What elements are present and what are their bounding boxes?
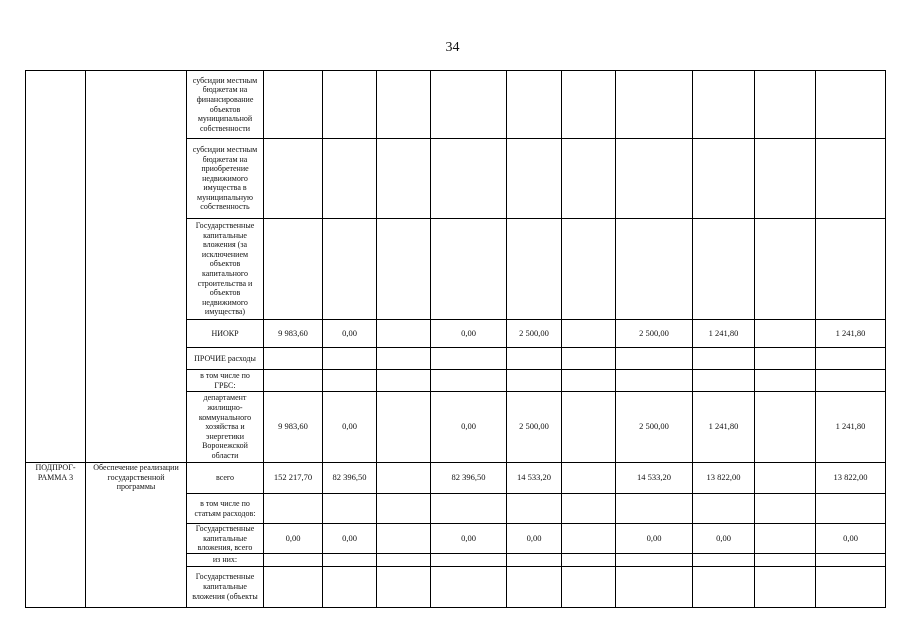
value-cell (693, 553, 755, 566)
table-row (26, 463, 886, 494)
value-cell: 1 241,80 (693, 392, 755, 463)
value-cell (377, 524, 431, 554)
value-cell: 1 241,80 (693, 320, 755, 348)
value-cell (562, 463, 616, 494)
value-cell (264, 71, 323, 139)
value-cell: 0,00 (431, 524, 507, 554)
row-label: ПРОЧИЕ расходы (187, 348, 264, 370)
row-label: всего (187, 463, 264, 494)
value-cell (616, 553, 693, 566)
value-cell: 0,00 (816, 524, 886, 554)
value-cell (377, 139, 431, 219)
value-cell (616, 219, 693, 320)
value-cell (264, 348, 323, 370)
value-cell (755, 320, 816, 348)
value-cell (562, 524, 616, 554)
value-cell (562, 553, 616, 566)
value-cell (616, 370, 693, 392)
value-cell (377, 463, 431, 494)
value-cell (755, 553, 816, 566)
value-cell (755, 463, 816, 494)
value-cell (431, 494, 507, 524)
value-cell (616, 139, 693, 219)
value-cell: 1 241,80 (816, 320, 886, 348)
value-cell (507, 348, 562, 370)
value-cell: 0,00 (323, 392, 377, 463)
value-cell: 9 983,60 (264, 320, 323, 348)
value-cell (507, 494, 562, 524)
value-cell (816, 370, 886, 392)
value-cell (816, 566, 886, 607)
value-cell (562, 370, 616, 392)
value-cell (562, 219, 616, 320)
value-cell (816, 553, 886, 566)
value-cell (755, 566, 816, 607)
table-row (26, 71, 886, 139)
value-cell (562, 348, 616, 370)
value-cell (755, 392, 816, 463)
row-label: Государственные капитальные вложения (объекты (187, 566, 264, 607)
value-cell (431, 139, 507, 219)
value-cell (507, 139, 562, 219)
value-cell (755, 370, 816, 392)
value-cell (693, 566, 755, 607)
value-cell: 14 533,20 (616, 463, 693, 494)
value-cell (562, 139, 616, 219)
row-label: в том числе по статьям расходов: (187, 494, 264, 524)
value-cell (431, 219, 507, 320)
value-cell (693, 494, 755, 524)
page-number: 34 (445, 40, 460, 55)
value-cell: 2 500,00 (507, 320, 562, 348)
value-cell (816, 348, 886, 370)
value-cell (693, 139, 755, 219)
value-cell (507, 566, 562, 607)
value-cell (562, 320, 616, 348)
value-cell (431, 71, 507, 139)
budget-table (25, 70, 886, 608)
value-cell: 0,00 (264, 524, 323, 554)
subprogram-name: Обеспечение реализации государственной программы (86, 463, 187, 608)
value-cell (377, 494, 431, 524)
value-cell (264, 139, 323, 219)
value-cell: 0,00 (507, 524, 562, 554)
value-cell (323, 566, 377, 607)
value-cell (377, 71, 431, 139)
row-label: из них: (187, 553, 264, 566)
row-label: департамент жилищно-коммунального хозяйства и энергетики Воронежской области (187, 392, 264, 463)
value-cell (323, 139, 377, 219)
value-cell: 0,00 (693, 524, 755, 554)
row-label: НИОКР (187, 320, 264, 348)
value-cell (431, 553, 507, 566)
value-cell (264, 566, 323, 607)
value-cell: 0,00 (616, 524, 693, 554)
value-cell: 9 983,60 (264, 392, 323, 463)
value-cell (816, 219, 886, 320)
value-cell (264, 494, 323, 524)
value-cell (377, 348, 431, 370)
value-cell (693, 370, 755, 392)
row-label: в том числе по ГРБС: (187, 370, 264, 392)
value-cell (616, 348, 693, 370)
value-cell (431, 566, 507, 607)
value-cell (431, 370, 507, 392)
value-cell: 82 396,50 (431, 463, 507, 494)
value-cell (816, 71, 886, 139)
value-cell (323, 348, 377, 370)
value-cell: 13 822,00 (693, 463, 755, 494)
value-cell: 0,00 (431, 320, 507, 348)
value-cell (755, 348, 816, 370)
value-cell (507, 370, 562, 392)
value-cell (816, 494, 886, 524)
value-cell (562, 392, 616, 463)
value-cell (323, 553, 377, 566)
value-cell (377, 219, 431, 320)
value-cell (562, 566, 616, 607)
value-cell (562, 71, 616, 139)
value-cell (377, 320, 431, 348)
value-cell (816, 139, 886, 219)
value-cell (323, 494, 377, 524)
value-cell (323, 370, 377, 392)
value-cell (755, 139, 816, 219)
value-cell (377, 566, 431, 607)
value-cell (755, 524, 816, 554)
row-label: Государственные капитальные вложения (за исключением объектов капитального строительства и объектов недвижимого имущества) (187, 219, 264, 320)
value-cell: 0,00 (431, 392, 507, 463)
subprogram-cell-empty (26, 71, 86, 463)
value-cell (264, 219, 323, 320)
value-cell (562, 494, 616, 524)
subprogram-code: ПОДПРОГ-РАММА 3 (26, 463, 86, 608)
value-cell (377, 553, 431, 566)
value-cell (616, 71, 693, 139)
value-cell (755, 219, 816, 320)
value-cell (264, 370, 323, 392)
value-cell (693, 219, 755, 320)
value-cell: 2 500,00 (507, 392, 562, 463)
value-cell (693, 348, 755, 370)
value-cell (693, 71, 755, 139)
value-cell (323, 219, 377, 320)
value-cell: 82 396,50 (323, 463, 377, 494)
value-cell (507, 219, 562, 320)
value-cell (431, 348, 507, 370)
subprogram-name-cell-empty (86, 71, 187, 463)
value-cell (264, 553, 323, 566)
value-cell (507, 553, 562, 566)
value-cell (377, 370, 431, 392)
value-cell: 0,00 (323, 320, 377, 348)
value-cell: 2 500,00 (616, 392, 693, 463)
row-label: субсидии местным бюджетам на приобретение недвижимого имущества в муниципальную собственность (187, 139, 264, 219)
value-cell (377, 392, 431, 463)
value-cell: 0,00 (323, 524, 377, 554)
value-cell (616, 566, 693, 607)
value-cell (755, 71, 816, 139)
row-label: субсидии местным бюджетам на финансирование объектов муниципальной собственности (187, 71, 264, 139)
value-cell (323, 71, 377, 139)
value-cell: 1 241,80 (816, 392, 886, 463)
row-label: Государственные капитальные вложения, всего (187, 524, 264, 554)
value-cell: 2 500,00 (616, 320, 693, 348)
value-cell: 14 533,20 (507, 463, 562, 494)
value-cell (616, 494, 693, 524)
value-cell: 152 217,70 (264, 463, 323, 494)
value-cell (755, 494, 816, 524)
value-cell: 13 822,00 (816, 463, 886, 494)
value-cell (507, 71, 562, 139)
